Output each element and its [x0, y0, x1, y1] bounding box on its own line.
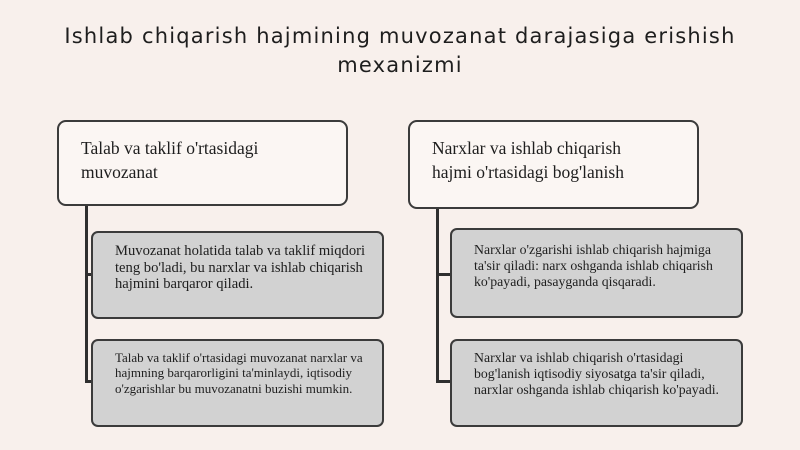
right-heading-line-2: hajmi o'rtasidagi bog'lanish [432, 162, 624, 182]
right-card-2: Narxlar va ishlab chiqarish o'rtasidagi bog'lanish iqtisodiy siyosatga ta'sir qiladi, narxlar oshganda ishlab chiqarish ko'payadi. [450, 339, 743, 427]
right-card-1: Narxlar o'zgarishi ishlab chiqarish hajmiga ta'sir qiladi: narx oshganda ishlab chiqarish ko'payadi, pasayganda qisqaradi. [450, 228, 743, 318]
left-card-1: Muvozanat holatida talab va taklif miqdori teng bo'ladi, bu narxlar va ishlab chiqarish hajmini barqaror qiladi. [91, 231, 384, 319]
left-connector-vertical [85, 205, 88, 383]
left-heading-line-2: muvozanat [81, 162, 158, 182]
diagram-title [0, 22, 800, 80]
left-heading-box [57, 120, 348, 206]
diagram-title-line-1: Ishlab chiqarish hajmining muvozanat darajasiga erishish [64, 24, 736, 48]
right-heading-box [408, 120, 699, 209]
right-connector-vertical [436, 207, 439, 383]
left-heading-line-1: Talab va taklif o'rtasidagi [81, 138, 259, 158]
left-card-2: Talab va taklif o'rtasidagi muvozanat narxlar va hajmning barqarorligini ta'minlaydi, iqtisodiy o'zgarishlar bu muvozanatni buzishi mumkin. [91, 339, 384, 427]
diagram-title-line-2: mexanizmi [337, 53, 463, 77]
right-heading-line-1: Narxlar va ishlab chiqarish [432, 138, 622, 158]
